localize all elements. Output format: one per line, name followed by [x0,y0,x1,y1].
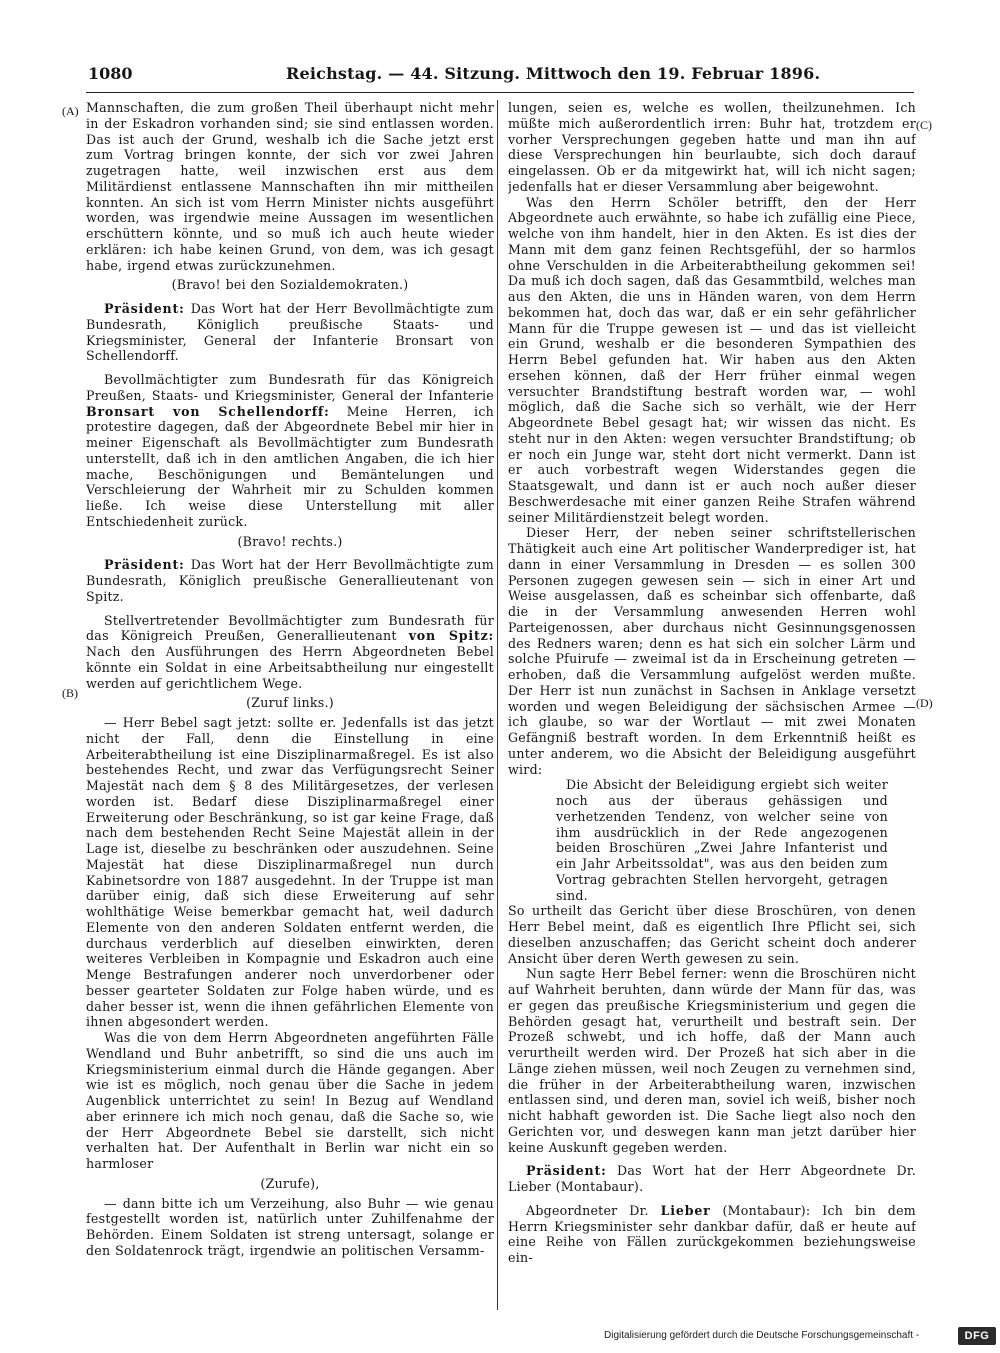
column-divider [497,100,498,1310]
speaker-name: Bronsart von Schellendorff: [86,403,330,419]
running-header [88,60,910,88]
margin-mark-c: (C) [916,118,932,132]
paragraph: — dann bitte ich um Verzeihung, also Buhr — wie genau festgestellt worden ist, natürlich unter Zuhilfenahme der Behörden. Einem Soldaten ist streng untersagt, solange er den Soldatenrock trägt, irgendwie an politischen Versamm- [86,1195,494,1258]
speaker-label: Präsident: [104,557,185,573]
speech-text: Meine Herren, ich protestire dagegen, daß der Abgeordnete Bebel mir hier in meiner Eigenschaft als Bevollmächtigter zum Bundesrath unterstellt, daß ich in den amtlichen Angaben, die ich hier mache, Beschönigungen und Bemäntelungen und Verschleierung der Wahrheit mir zu Schulden kommen ließe. Ich weise diese Unterstellung mit aller Entschiedenheit zurück. [86,403,494,529]
right-column [508,100,916,1280]
statement-text: Das Wort hat der Herr Bevollmächtigte zum Bundesrath, Königlich preußische Staats- und Kriegsminister, General der Infanterie Bronsart von Schellendorff. [86,301,494,364]
margin-mark-b: (B) [62,686,78,700]
margin-mark-d: (D) [916,696,933,710]
court-quote: Die Absicht der Beleidigung ergiebt sich weiter noch aus der überaus gehässigen und verhetzenden Tendenz, von welcher seine von ihm ausdrücklich in der Rede angezogenen beiden Broschüren „Zwei Jahre Infanterist und ein Jahr Arbeitssoldat", was aus den beiden zum Vortrag gebrachten Stellen hervorgeht, getragen sind. [556,777,888,903]
speaker-label: Präsident: [526,1163,607,1179]
speaker-title: Stellvertretender Bevollmächtigter zum Bundesrath für das Königreich Preußen, Generallieutenant [86,612,494,644]
paragraph: Dieser Herr, der neben seiner schriftstellerischen Thätigkeit auch eine Art politischer Wanderprediger ist, hat dann in einer Versammlung in Dresden — es sollen 300 Personen zugegen gewesen sein — sich in einer Art und Weise ausgelassen, daß es scheinbar sich offenbarte, daß die in der Versammlung anwesenden Herren wohl Parteigenossen, aber durchaus nicht Gesinnungsgenossen des Redners waren; denn es hat sich ein solcher Lärm und solche Pfuirufe — zweimal ist da in Erscheinung getreten — erhoben, daß die Versammlung aufgelöst werden mußte. Der Herr ist nun zunächst in Sachsen in Anklage versetzt worden und wegen Beleidigung der sächsischen Armee — ich glaube, so war der Wortlaut — mit zwei Monaten Gefängniß bestraft worden. In dem Erkenntniß heißt es unter anderem, wo die Absicht der Beleidigung ausgeführt wird: [508,525,916,777]
president-statement [86,557,494,604]
interjection-note: (Zurufe), [260,1175,320,1191]
applause-note: (Bravo! rechts.) [237,533,343,549]
left-column [86,100,494,1280]
statement-text: Das Wort hat der Herr Abgeordnete Dr. Lieber (Montabaur). [508,1163,916,1194]
margin-mark-a: (A) [62,104,79,118]
speaker-title: Bevollmächtigter zum Bundesrath für das Königreich Preußen, Staats- und Kriegsminister, General der Infanterie [86,372,494,403]
lieber-speech [508,1203,916,1266]
applause-note: (Bravo! bei den Sozialdemokraten.) [171,277,409,293]
paragraph: Was den Herrn Schöler betrifft, den der Herr Abgeordnete auch erwähnte, so habe ich zufällig eine Piece, welche von ihm handelt, hier in den Akten. Es ist dies der Mann mit dem ganz feinen Rechtsgefühl, der so harmlos ohne Verschulden in die Arbeiterabtheilung gekommen sei! Da muß ich doch sagen, daß das Gesammtbild, welches man aus den Akten, die uns in Händen waren, von dem Herrn bekommen hat, doch das war, daß er ein sehr gefährlicher Mann für die Truppe gewesen ist — und das ist vielleicht ein Grund, weshalb er die besonderen Sympathien des Herrn Bebel gefunden hat. Wir haben aus den Akten ersehen können, daß der Herr früher einmal wegen versuchter Brandstiftung bestraft worden war, — wohl möglich, daß die Sache sich so verhält, wie der Herr Abgeordnete Bebel gesagt hat; wir wissen das nicht. Es steht nur in den Akten: wegen versuchter Brandstiftung; ob er noch ein Junge war, steht dort nicht vermerkt. Dann ist er auch vorbestraft wegen Widerstandes gegen die Staatsgewalt, und dann ist er auch noch außer dieser Beschwerdesache mit einer ganzen Reihe Strafen während seiner Militärdienstzeit belegt worden. [508,194,916,525]
dfg-logo: DFG [958,1327,996,1345]
running-title: Reichstag. — 44. Sitzung. Mittwoch den 19. Februar 1896. [286,64,821,83]
speech-text: (Montabaur): Ich bin dem Herrn Kriegsminister sehr dankbar dafür, daß er heute auf eine Reihe von Fällen zurückgekommen beziehungsweise ein- [508,1202,916,1265]
interjection-note: (Zuruf links.) [246,695,334,711]
footer-credit: Digitalisierung gefördert durch die Deutsche Forschungsgemeinschaft - [604,1330,920,1341]
speech-text: Nach den Ausführungen des Herrn Abgeordneten Bebel könnte ein Soldat in eine Arbeitsabtheilung nur eingestellt werden auf gerichtlichem Wege. [86,644,494,691]
minister-speech [86,372,494,530]
page-number: 1080 [88,64,133,83]
spitz-speech [86,613,494,692]
president-statement [508,1163,916,1195]
paragraph: Was die von dem Herrn Abgeordneten angeführten Fälle Wendland und Buhr anbetrifft, so sind die uns auch im Kriegsministerium einmal durch die Hände gegangen. Aber wie ist es möglich, noch genau über die Sache in jedem Augenblick unterrichtet zu sein! In Bezug auf Wendland aber erinnere ich mich noch genau, daß die Sache so, wie der Herr Abgeordnete Bebel sie darstellt, sich nicht verhalten hat. Der Aufenthalt in Berlin war nicht ein so harmloser [86,1030,494,1171]
speaker-label: Präsident: [104,301,185,316]
paragraph: lungen, seien es, welche es wollen, theilzunehmen. Ich müßte mich außerordentlich irren: Buhr hat, trotzdem er vorher Versprechungen gegeben hatte und man ihn auf diese Versprechungen hin beurlaubte, sich doch darauf eingelassen. Ob er da mitgewirkt hat, will ich nicht sagen; jedenfalls hat er dieser Versammlung aber beigewohnt. [508,100,916,194]
speaker-name: Lieber [660,1202,711,1218]
paragraph: So urtheilt das Gericht über diese Broschüren, von denen Herr Bebel meint, daß es eigentlich Ihre Pflicht sei, sich dieselben anzuschaffen; das Gericht scheint doch anderer Ansicht über deren Werth gewesen zu sein. [508,903,916,966]
header-rule [86,92,914,93]
speaker-title: Abgeordneter Dr. [526,1202,649,1218]
paragraph: Nun sagte Herr Bebel ferner: wenn die Broschüren nicht auf Wahrheit beruhten, dann würde der Mann für das, was er gegen das preußische Kriegsministerium und gegen die Behörden gesagt hat, verurtheilt und bestraft sein. Der Prozeß schwebt, und ich hoffe, daß der Mann auch verurtheilt werden wird. Der Prozeß hat sich aber in die Länge ziehen müssen, weil noch Zeugen zu vernehmen sind, die früher in der Arbeiterabtheilung waren, inzwischen entlassen sind, und deren man, soviel ich weiß, bisher noch nicht habhaft geworden ist. Die Sache liegt also noch den Gerichten vor, und deswegen kann man jetzt darüber hier keine Auskunft gegeben werden. [508,966,916,1155]
statement-text: Das Wort hat der Herr Bevollmächtigte zum Bundesrath, Königlich preußische Generallieutenant von Spitz. [86,557,494,604]
president-statement [86,301,494,364]
paragraph: — Herr Bebel sagt jetzt: sollte er. Jedenfalls ist das jetzt nicht der Fall, denn die Einstellung in eine Arbeiterabtheilung ist eine Disziplinarmaßregel. Es ist also bestehendes Recht, und zwar das Verfügungsrecht Seiner Majestät nach dem § 8 des Militärgesetzes, der verlesen worden ist. Bedarf diese Disziplinarmaßregel einer Erweiterung oder Beschränkung, so ist gar keine Frage, daß nach dem bestehenden Recht Seine Majestät allein in der Lage ist, dieselbe zu beschränken oder auszudehnen. Seine Majestät hat diese Disziplinarmaßregel nun durch Kabinetsordre von 1887 ausgedehnt. In der Truppe ist man darüber einig, daß sich diese Erweiterung auf sehr wohlthätige Weise bemerkbar gemacht hat, weil dadurch Elemente von den anderen Soldaten entfernt werden, die durchaus verderblich auf dieselben einwirkten, deren weiteres Verbleiben in Kompagnie und Eskadron auch eine Menge Bestrafungen anderer noch unverdorbener oder besser gearteter Soldaten zur Folge haben würde, und es daher besser ist, wenn die ihnen gefährlichen Elemente von ihnen abgesondert werden. [86,715,494,1030]
paragraph: Mannschaften, die zum großen Theil überhaupt nicht mehr in der Eskadron vorhanden sind; sie sind entlassen worden. Das ist auch der Grund, weshalb ich die Sache jetzt erst zum Vortrag bringen konnte, der sich vor zwei Jahren zugetragen hatte, weil inzwischen erst aus dem Militärdienst entlassene Mannschaften ihn mir mittheilen konnten. An sich ist vom Herrn Minister nichts ausgeführt worden, was irgendwie meine Aussagen im wesentlichen erschüttern könnte, und so muß ich auch heute wieder erklären: ich habe keinen Grund, von dem, was ich gesagt habe, irgend etwas zurückzunehmen. [86,100,494,273]
speaker-name: von Spitz: [408,628,494,644]
